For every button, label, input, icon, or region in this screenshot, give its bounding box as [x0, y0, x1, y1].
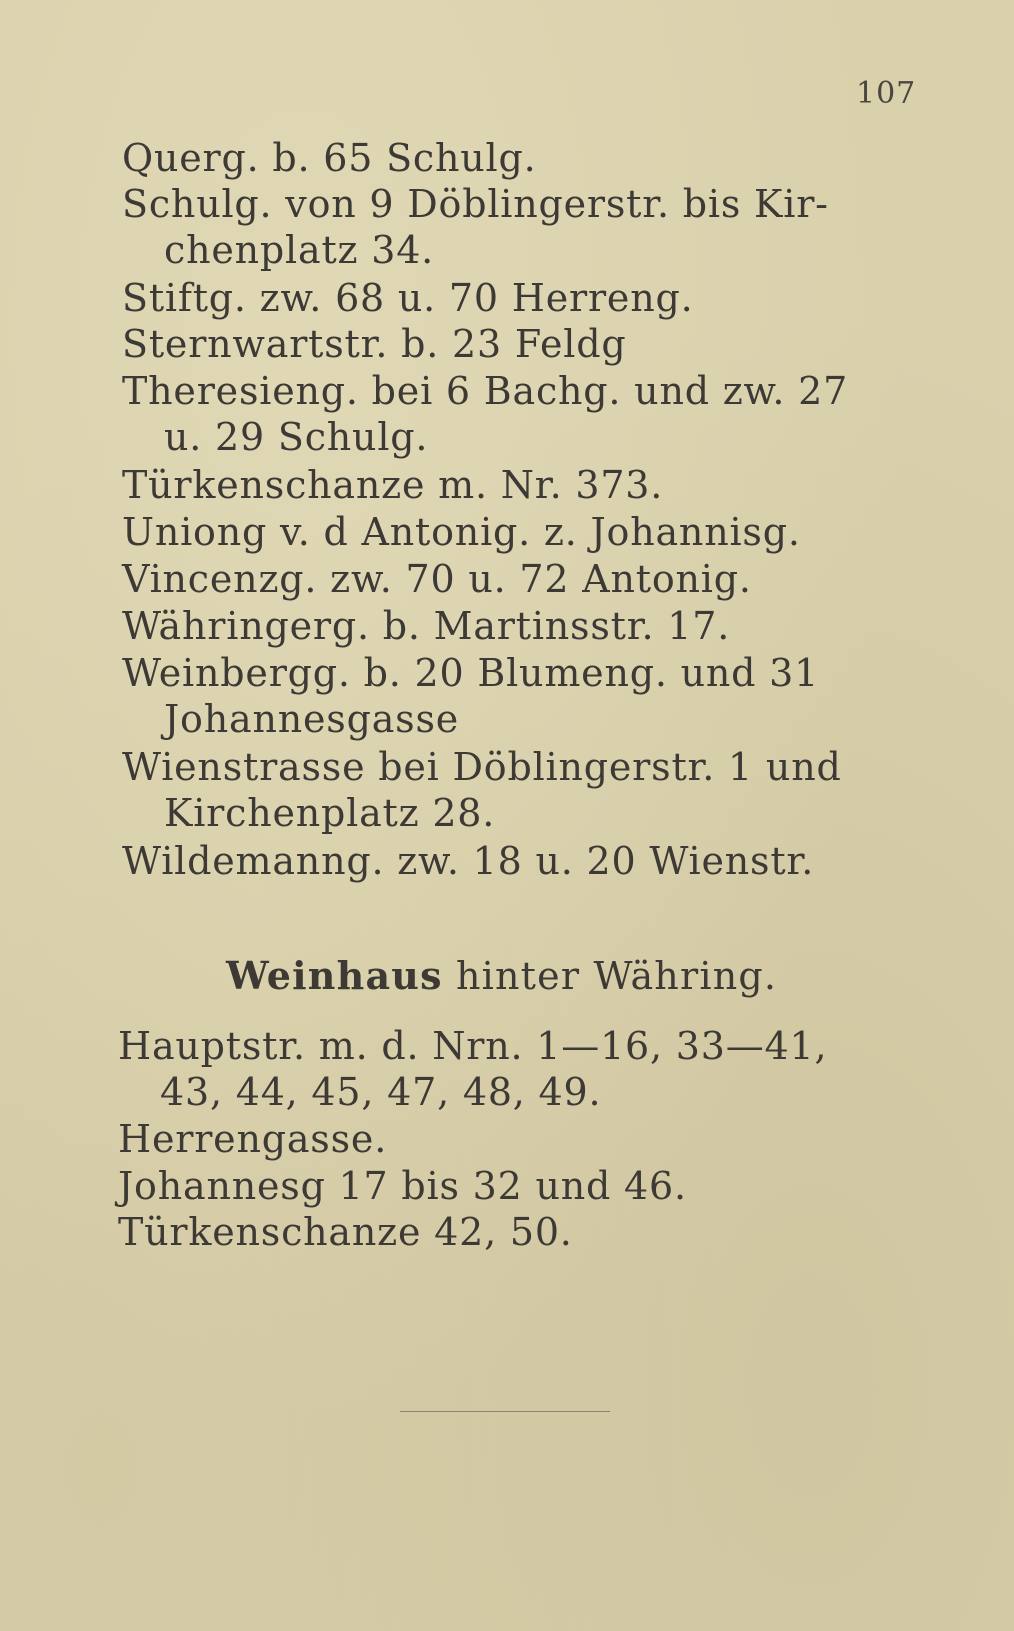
list-item: 43, 44, 45, 47, 48, 49.	[160, 1070, 602, 1114]
list-item: Sternwartstr. b. 23 Feldg	[122, 322, 627, 366]
page-number: 107	[856, 76, 917, 111]
list-item: Johannesg 17 bis 32 und 46.	[118, 1164, 687, 1208]
list-item: Stiftg. zw. 68 u. 70 Herreng.	[122, 276, 694, 320]
list-item: u. 29 Schulg.	[164, 415, 429, 459]
list-item: Türkenschanze 42, 50.	[118, 1210, 573, 1254]
list-item: Kirchenplatz 28.	[164, 791, 496, 835]
list-item: Weinbergg. b. 20 Blumeng. und 31	[122, 651, 820, 695]
list-item: Türkenschanze m. Nr. 373.	[122, 463, 664, 507]
divider-rule	[400, 1411, 610, 1412]
list-item: Johannesgasse	[164, 697, 460, 741]
list-item: Querg. b. 65 Schulg.	[122, 136, 537, 180]
list-item: Uniong v. d Antonig. z. Johannisg.	[122, 510, 801, 554]
list-item: Theresieng. bei 6 Bachg. und zw. 27	[122, 369, 849, 413]
list-item: Herrengasse.	[118, 1117, 388, 1161]
section-heading	[226, 953, 777, 998]
list-item: Wildemanng. zw. 18 u. 20 Wienstr.	[122, 839, 815, 883]
list-item: Währingerg. b. Martinsstr. 17.	[122, 604, 731, 648]
list-item: Wienstrasse bei Döblingerstr. 1 und	[122, 745, 842, 789]
list-item: Hauptstr. m. d. Nrn. 1—16, 33—41,	[118, 1024, 828, 1068]
list-item: Schulg. von 9 Döblingerstr. bis Kir-	[122, 182, 829, 226]
list-item: Vincenzg. zw. 70 u. 72 Antonig.	[122, 557, 752, 601]
list-item: chenplatz 34.	[164, 228, 435, 272]
section-heading-rest: hinter Währing.	[442, 954, 778, 998]
section-heading-bold: Weinhaus	[226, 953, 443, 998]
